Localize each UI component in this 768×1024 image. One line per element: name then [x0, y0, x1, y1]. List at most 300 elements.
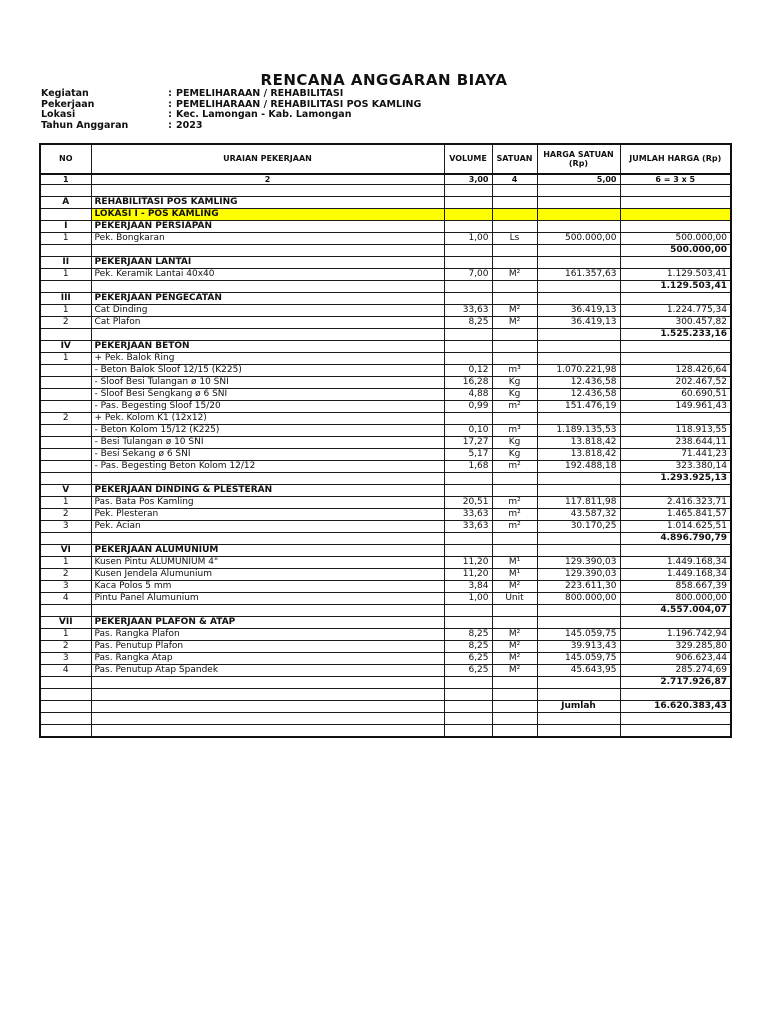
item-total: 60.690,51 — [620, 389, 731, 401]
cell-satuan — [492, 341, 537, 353]
cell-satuan — [492, 545, 537, 557]
cell-satuan — [492, 197, 537, 209]
item-row — [40, 665, 731, 677]
item-unit: M² — [492, 305, 537, 317]
cell-harga — [537, 605, 620, 617]
item-number: 1 — [40, 353, 91, 365]
section-title: LOKASI I - POS KAMLING — [91, 209, 444, 221]
col-number: 6 = 3 x 5 — [620, 174, 731, 185]
cell-uraian — [91, 713, 444, 725]
header-volume: VOLUME — [444, 144, 492, 174]
item-total: 500.000,00 — [620, 233, 731, 245]
cell-harga — [537, 533, 620, 545]
item-total: 2.416.323,71 — [620, 497, 731, 509]
item-unit-price: 30.170,25 — [537, 521, 620, 533]
item-volume: 8,25 — [444, 641, 492, 653]
cell-volume — [444, 329, 492, 341]
item-description: Pas. Rangka Plafon — [91, 629, 444, 641]
cell-harga — [537, 725, 620, 738]
subtotal-row — [40, 605, 731, 617]
item-unit-price: 13.818,42 — [537, 437, 620, 449]
item-unit: M² — [492, 581, 537, 593]
item-unit-price: 223.611,30 — [537, 581, 620, 593]
cell-satuan — [492, 617, 537, 629]
item-unit: Kg — [492, 389, 537, 401]
item-unit-price: 161.357,63 — [537, 269, 620, 281]
item-description: Pintu Panel Alumunium — [91, 593, 444, 605]
subtotal-value: 2.717.926,87 — [620, 677, 731, 689]
item-number — [40, 461, 91, 473]
subtotal-value: 1.525.233,16 — [620, 329, 731, 341]
section-number: IV — [40, 341, 91, 353]
cell-volume — [444, 341, 492, 353]
cell-uraian — [91, 605, 444, 617]
document-title: RENCANA ANGGARAN BIAYA — [260, 71, 508, 89]
cell-no — [40, 725, 91, 738]
section-title: PEKERJAAN LANTAI — [91, 257, 444, 269]
section-number: I — [40, 221, 91, 233]
item-unit-price — [537, 353, 620, 365]
cell-satuan — [492, 605, 537, 617]
section-title: PEKERJAAN PENGECATAN — [91, 293, 444, 305]
section-title: PEKERJAAN BETON — [91, 341, 444, 353]
section-row — [40, 341, 731, 353]
section-row — [40, 221, 731, 233]
cell-no — [40, 281, 91, 293]
cell-jumlah — [620, 485, 731, 497]
item-row — [40, 461, 731, 473]
subtotal-row — [40, 533, 731, 545]
item-description: - Beton Kolom 15/12 (K225) — [91, 425, 444, 437]
grand-total-row — [40, 701, 731, 713]
item-total: 118.913,55 — [620, 425, 731, 437]
blank-row — [40, 713, 731, 725]
item-volume: 16,28 — [444, 377, 492, 389]
cell-satuan — [492, 689, 537, 701]
item-number — [40, 365, 91, 377]
item-unit: M² — [492, 665, 537, 677]
cell-volume — [444, 209, 492, 221]
item-description: - Pas. Begesting Sloof 15/20 — [91, 401, 444, 413]
cell-volume — [444, 293, 492, 305]
col-number: 5,00 — [537, 174, 620, 185]
cell-harga — [537, 209, 620, 221]
item-number: 2 — [40, 509, 91, 521]
section-title: PEKERJAAN DINDING & PLESTERAN — [91, 485, 444, 497]
item-description: Pas. Rangka Atap — [91, 653, 444, 665]
cell-no — [40, 701, 91, 713]
item-row — [40, 365, 731, 377]
item-unit: M¹ — [492, 557, 537, 569]
cell-uraian — [91, 329, 444, 341]
item-row — [40, 449, 731, 461]
header-satuan: SATUAN — [492, 144, 537, 174]
item-unit-price: 12.436,58 — [537, 377, 620, 389]
item-total: 285.274,69 — [620, 665, 731, 677]
item-row — [40, 401, 731, 413]
item-description: - Besi Sekang ø 6 SNI — [91, 449, 444, 461]
cell-satuan — [492, 257, 537, 269]
info-colon: : — [168, 119, 172, 131]
subtotal-value: 1.129.503,41 — [620, 281, 731, 293]
item-row — [40, 653, 731, 665]
cell-volume — [444, 245, 492, 257]
item-volume: 11,20 — [444, 569, 492, 581]
item-unit-price: 13.818,42 — [537, 449, 620, 461]
item-unit-price: 145.059,75 — [537, 653, 620, 665]
item-total: 300.457,82 — [620, 317, 731, 329]
cell-satuan — [492, 185, 537, 197]
cell-jumlah — [620, 689, 731, 701]
section-number: VI — [40, 545, 91, 557]
item-volume: 4,88 — [444, 389, 492, 401]
item-row — [40, 641, 731, 653]
cell-satuan — [492, 533, 537, 545]
cell-no — [40, 533, 91, 545]
item-number — [40, 389, 91, 401]
cell-jumlah — [620, 221, 731, 233]
item-unit: m² — [492, 497, 537, 509]
item-number: 1 — [40, 233, 91, 245]
item-description: + Pek. Balok Ring — [91, 353, 444, 365]
budget-table — [39, 143, 732, 738]
item-unit-price: 1.070.221,98 — [537, 365, 620, 377]
item-row — [40, 389, 731, 401]
item-number — [40, 401, 91, 413]
item-unit-price: 36.419,13 — [537, 317, 620, 329]
item-unit-price: 129.390,03 — [537, 557, 620, 569]
item-unit: M² — [492, 317, 537, 329]
section-title: REHABILITASI POS KAMLING — [91, 197, 444, 209]
item-row — [40, 425, 731, 437]
item-unit: M² — [492, 641, 537, 653]
cell-harga — [537, 221, 620, 233]
cell-no — [40, 689, 91, 701]
item-total: 1.014.625,51 — [620, 521, 731, 533]
cell-jumlah — [620, 185, 731, 197]
cell-no — [40, 329, 91, 341]
item-number — [40, 437, 91, 449]
subtotal-row — [40, 281, 731, 293]
cell-volume — [444, 725, 492, 738]
item-number: 1 — [40, 557, 91, 569]
item-description: Pas. Bata Pos Kamling — [91, 497, 444, 509]
item-volume: 33,63 — [444, 305, 492, 317]
cell-harga — [537, 329, 620, 341]
cell-uraian — [91, 689, 444, 701]
item-description: - Sloof Besi Tulangan ø 10 SNI — [91, 377, 444, 389]
cell-harga — [537, 257, 620, 269]
section-number: V — [40, 485, 91, 497]
cell-volume — [444, 281, 492, 293]
info-label: Pekerjaan — [41, 98, 95, 110]
cell-volume — [444, 545, 492, 557]
item-total: 858.667,39 — [620, 581, 731, 593]
item-volume: 33,63 — [444, 509, 492, 521]
cell-harga — [537, 545, 620, 557]
section-number: A — [40, 197, 91, 209]
item-unit: M² — [492, 629, 537, 641]
cell-harga — [537, 617, 620, 629]
info-value: PEMELIHARAAN / REHABILITASI — [176, 88, 344, 99]
cell-volume — [444, 617, 492, 629]
info-colon: : — [168, 98, 172, 110]
item-unit: Kg — [492, 377, 537, 389]
item-row — [40, 521, 731, 533]
item-description: Kusen Pintu ALUMUNIUM 4" — [91, 557, 444, 569]
subtotal-value: 4.557.004,07 — [620, 605, 731, 617]
item-number: 3 — [40, 521, 91, 533]
info-value: 2023 — [176, 119, 203, 131]
item-total: 1.449.168,34 — [620, 557, 731, 569]
cell-harga — [537, 281, 620, 293]
section-title: PEKERJAAN ALUMUNIUM — [91, 545, 444, 557]
item-number: 1 — [40, 629, 91, 641]
item-row — [40, 377, 731, 389]
item-unit: m² — [492, 461, 537, 473]
item-row — [40, 413, 731, 425]
item-unit-price: 145.059,75 — [537, 629, 620, 641]
subtotal-value: 1.293.925,13 — [620, 473, 731, 485]
cell-jumlah — [620, 209, 731, 221]
cell-no — [40, 605, 91, 617]
item-unit: Kg — [492, 449, 537, 461]
col-number: 2 — [91, 174, 444, 185]
item-row — [40, 353, 731, 365]
item-volume: 7,00 — [444, 269, 492, 281]
section-number: II — [40, 257, 91, 269]
item-total: 906.623,44 — [620, 653, 731, 665]
item-volume: 6,25 — [444, 665, 492, 677]
cell-satuan — [492, 725, 537, 738]
cell-uraian — [91, 533, 444, 545]
item-number: 2 — [40, 641, 91, 653]
section-row — [40, 617, 731, 629]
item-number: 3 — [40, 581, 91, 593]
cell-no — [40, 245, 91, 257]
item-row — [40, 497, 731, 509]
project-info — [41, 89, 421, 131]
item-unit-price: 500.000,00 — [537, 233, 620, 245]
cell-satuan — [492, 209, 537, 221]
item-total: 329.285,80 — [620, 641, 731, 653]
cell-volume — [444, 221, 492, 233]
cell-harga — [537, 677, 620, 689]
info-colon: : — [168, 88, 172, 99]
cell-uraian — [91, 281, 444, 293]
subtotal-row — [40, 245, 731, 257]
cell-uraian — [91, 185, 444, 197]
item-total: 128.426,64 — [620, 365, 731, 377]
blank-row — [40, 689, 731, 701]
item-number: 1 — [40, 497, 91, 509]
item-unit: m³ — [492, 425, 537, 437]
item-unit-price: 192.488,18 — [537, 461, 620, 473]
item-total: 323.380,14 — [620, 461, 731, 473]
section-title: PEKERJAAN PERSIAPAN — [91, 221, 444, 233]
item-description: Cat Plafon — [91, 317, 444, 329]
cell-volume — [444, 713, 492, 725]
item-volume — [444, 413, 492, 425]
item-volume: 0,99 — [444, 401, 492, 413]
info-colon: : — [168, 109, 172, 120]
cell-jumlah — [620, 617, 731, 629]
item-number: 2 — [40, 569, 91, 581]
item-description: Kaca Polos 5 mm — [91, 581, 444, 593]
item-total — [620, 353, 731, 365]
cell-satuan — [492, 701, 537, 713]
item-total: 71.441,23 — [620, 449, 731, 461]
item-unit-price: 36.419,13 — [537, 305, 620, 317]
cell-volume — [444, 677, 492, 689]
cell-volume — [444, 485, 492, 497]
info-value: PEMELIHARAAN / REHABILITASI POS KAMLING — [176, 98, 422, 110]
cell-harga — [537, 473, 620, 485]
cell-satuan — [492, 281, 537, 293]
item-unit: Unit — [492, 593, 537, 605]
item-volume: 17,27 — [444, 437, 492, 449]
cell-harga — [537, 341, 620, 353]
info-label: Tahun Anggaran — [41, 119, 129, 131]
item-description: - Besi Tulangan ø 10 SNI — [91, 437, 444, 449]
cell-uraian — [91, 245, 444, 257]
item-number — [40, 449, 91, 461]
item-number: 1 — [40, 305, 91, 317]
section-row — [40, 293, 731, 305]
item-volume: 3,84 — [444, 581, 492, 593]
item-number: 2 — [40, 413, 91, 425]
cell-harga — [537, 197, 620, 209]
info-row-tahun — [41, 121, 421, 132]
cell-volume — [444, 605, 492, 617]
section-number: VII — [40, 617, 91, 629]
cell-jumlah — [620, 257, 731, 269]
cell-satuan — [492, 329, 537, 341]
section-title: PEKERJAAN PLAFON & ATAP — [91, 617, 444, 629]
blank-row — [40, 725, 731, 738]
col-number: 1 — [40, 174, 91, 185]
header-harga-satuan: HARGA SATUAN (Rp) — [537, 144, 620, 174]
item-volume: 0,12 — [444, 365, 492, 377]
section-row — [40, 485, 731, 497]
cell-harga — [537, 689, 620, 701]
item-description: + Pek. Kolom K1 (12x12) — [91, 413, 444, 425]
cell-satuan — [492, 485, 537, 497]
grand-total-label: Jumlah — [537, 701, 620, 713]
item-unit-price: 45.643,95 — [537, 665, 620, 677]
header-uraian: URAIAN PEKERJAAN — [91, 144, 444, 174]
cell-jumlah — [620, 341, 731, 353]
cell-no — [40, 473, 91, 485]
item-unit: m² — [492, 521, 537, 533]
cell-volume — [444, 701, 492, 713]
item-number: 4 — [40, 665, 91, 677]
item-description: - Beton Balok Sloof 12/15 (K225) — [91, 365, 444, 377]
item-number — [40, 377, 91, 389]
cell-uraian — [91, 725, 444, 738]
item-volume: 8,25 — [444, 317, 492, 329]
item-unit-price: 39.913,43 — [537, 641, 620, 653]
item-volume: 33,63 — [444, 521, 492, 533]
item-total: 1.129.503,41 — [620, 269, 731, 281]
subtotal-value: 500.000,00 — [620, 245, 731, 257]
item-unit-price: 151.476,19 — [537, 401, 620, 413]
item-unit-price: 800.000,00 — [537, 593, 620, 605]
item-row — [40, 269, 731, 281]
cell-jumlah — [620, 197, 731, 209]
item-description: Cat Dinding — [91, 305, 444, 317]
table-header-row — [40, 144, 731, 174]
item-volume: 6,25 — [444, 653, 492, 665]
item-row — [40, 593, 731, 605]
item-unit: Kg — [492, 437, 537, 449]
cell-satuan — [492, 245, 537, 257]
cell-no — [40, 713, 91, 725]
item-number: 2 — [40, 317, 91, 329]
item-unit-price: 117.811,98 — [537, 497, 620, 509]
section-row — [40, 257, 731, 269]
subtotal-row — [40, 473, 731, 485]
item-unit — [492, 353, 537, 365]
cell-satuan — [492, 473, 537, 485]
item-row — [40, 509, 731, 521]
item-description: Pek. Acian — [91, 521, 444, 533]
item-number: 4 — [40, 593, 91, 605]
item-number: 3 — [40, 653, 91, 665]
cell-volume — [444, 473, 492, 485]
item-total — [620, 413, 731, 425]
item-volume: 1,00 — [444, 233, 492, 245]
item-total: 238.644,11 — [620, 437, 731, 449]
cell-jumlah — [620, 293, 731, 305]
cell-volume — [444, 257, 492, 269]
item-volume — [444, 353, 492, 365]
item-description: Pek. Keramik Lantai 40x40 — [91, 269, 444, 281]
cell-no — [40, 185, 91, 197]
info-label: Kegiatan — [41, 88, 89, 99]
item-number — [40, 425, 91, 437]
cell-satuan — [492, 221, 537, 233]
cell-uraian — [91, 473, 444, 485]
item-volume: 1,00 — [444, 593, 492, 605]
header-jumlah-harga: JUMLAH HARGA (Rp) — [620, 144, 731, 174]
item-row — [40, 317, 731, 329]
item-unit-price: 12.436,58 — [537, 389, 620, 401]
item-unit: M² — [492, 269, 537, 281]
item-description: Kusen Jendela Alumunium — [91, 569, 444, 581]
item-row — [40, 233, 731, 245]
location-row — [40, 209, 731, 221]
item-row — [40, 569, 731, 581]
item-total: 149.961,43 — [620, 401, 731, 413]
item-unit-price: 1.189.135,53 — [537, 425, 620, 437]
cell-jumlah — [620, 545, 731, 557]
cell-volume — [444, 533, 492, 545]
section-row — [40, 545, 731, 557]
item-row — [40, 437, 731, 449]
item-row — [40, 557, 731, 569]
cell-volume — [444, 197, 492, 209]
info-row-lokasi — [41, 110, 421, 121]
info-value: Kec. Lamongan - Kab. Lamongan — [176, 109, 352, 120]
column-number-row — [40, 174, 731, 185]
cell-harga — [537, 713, 620, 725]
item-description: - Pas. Begesting Beton Kolom 12/12 — [91, 461, 444, 473]
col-number: 3,00 — [444, 174, 492, 185]
col-number: 4 — [492, 174, 537, 185]
cell-harga — [537, 293, 620, 305]
subtotal-value: 4.896.790,79 — [620, 533, 731, 545]
